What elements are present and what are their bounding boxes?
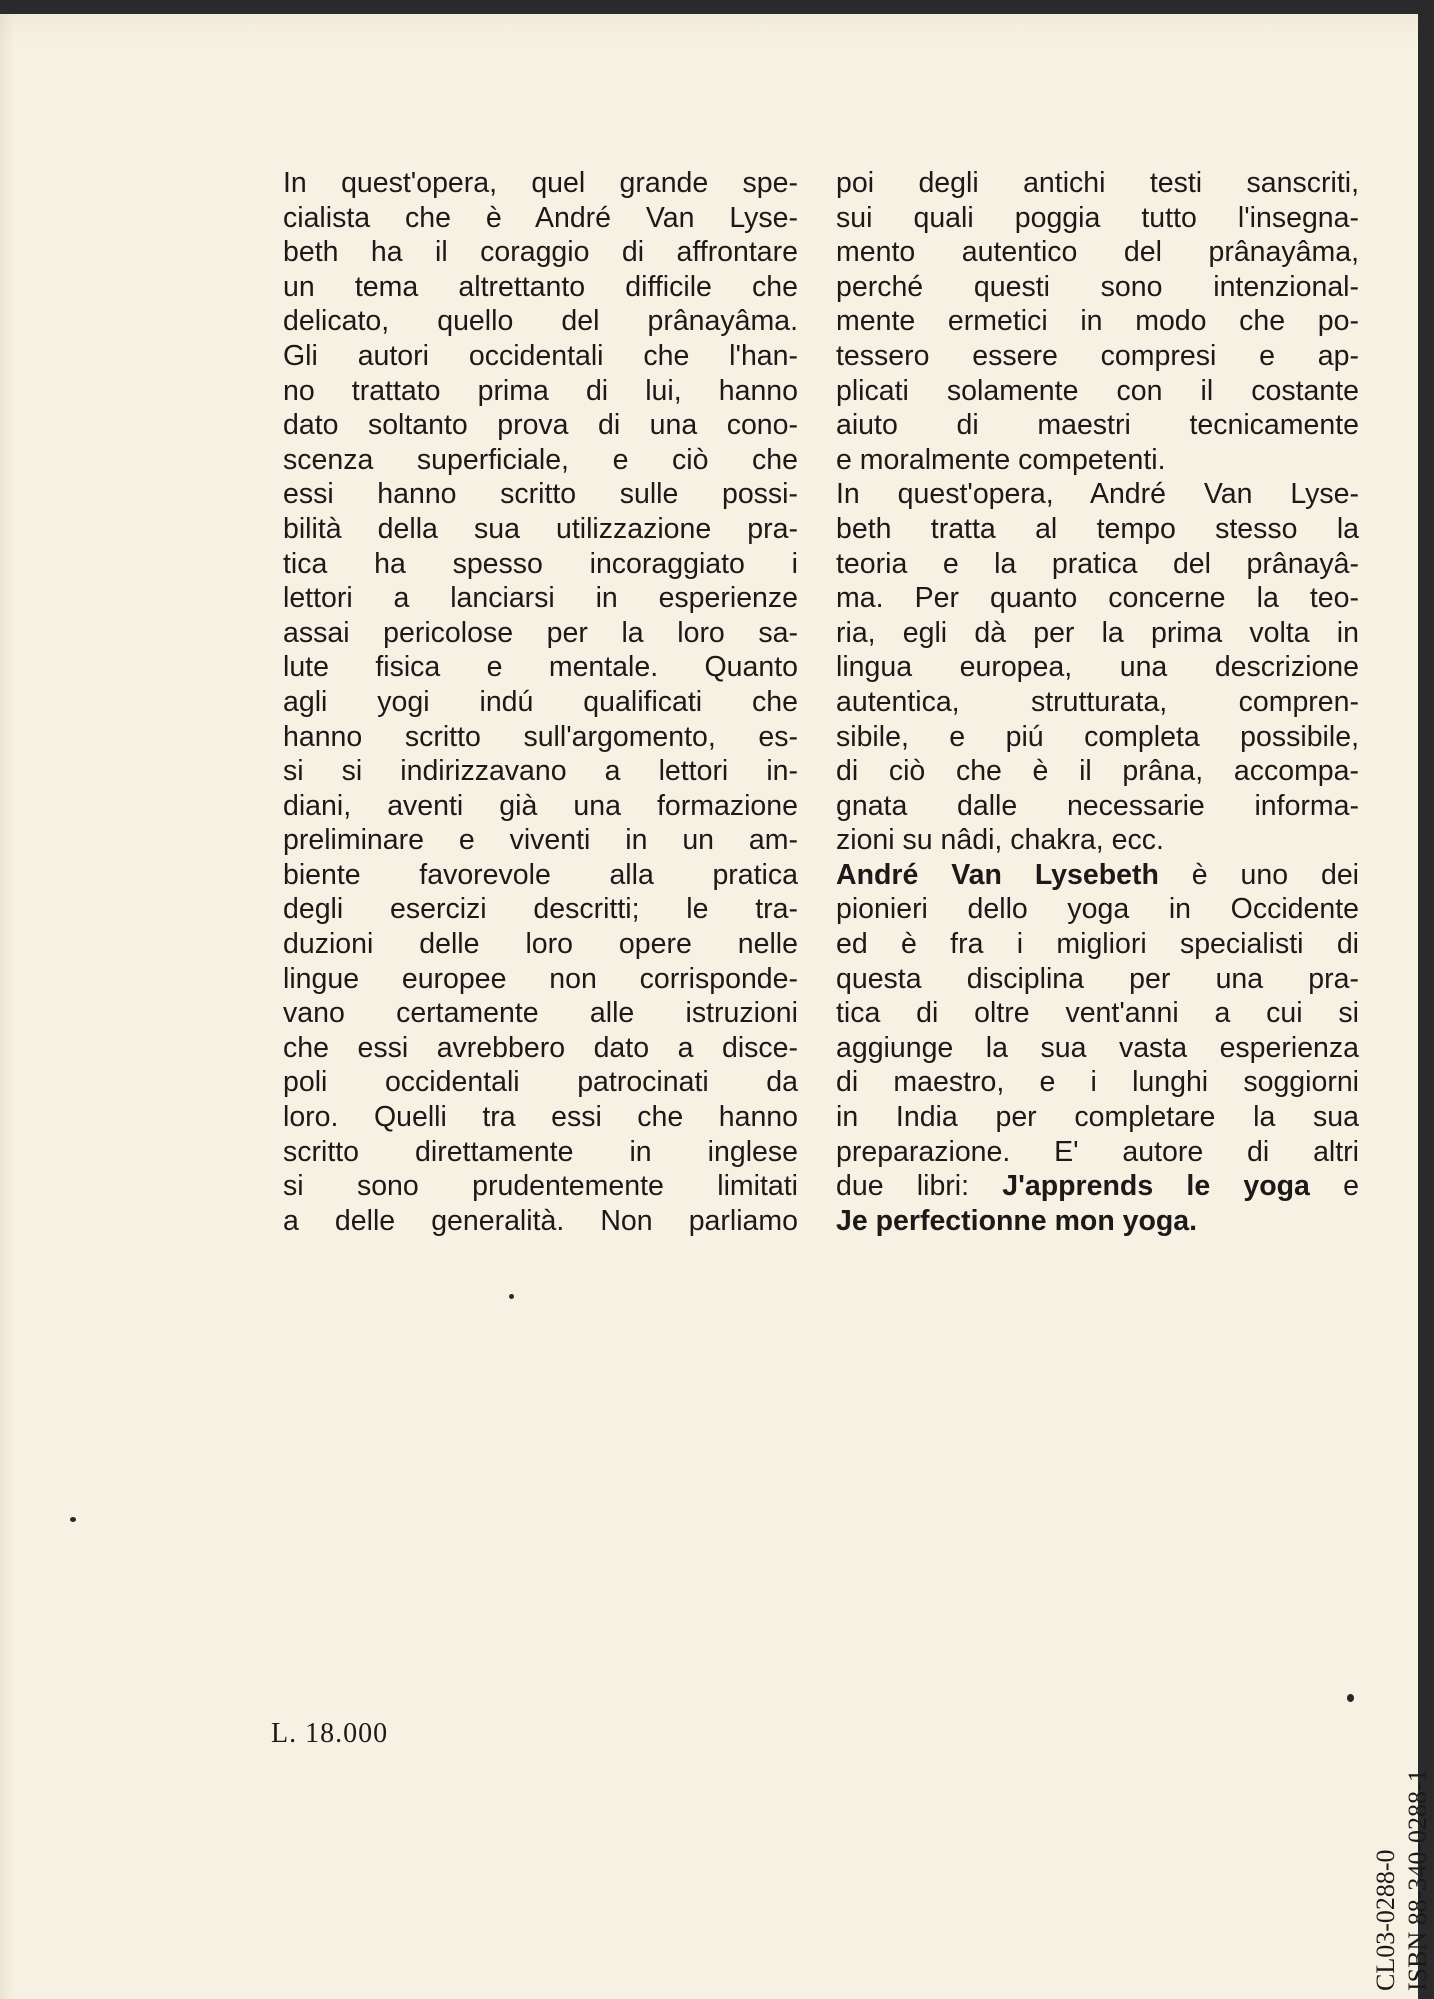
book-title-2: Je perfectionne mon yoga.	[836, 1204, 1198, 1237]
text-line: di ciò che è il prâna, accompa-	[836, 755, 1359, 788]
text-line: ed è fra i migliori specialisti di	[836, 928, 1359, 961]
book-title-1: J'apprends le yoga	[1002, 1170, 1310, 1203]
text-line: lettori a lanciarsi in esperienze	[283, 582, 798, 615]
text-line: dato soltanto prova di una cono-	[283, 409, 798, 442]
text-line: questa disciplina per una pra-	[836, 962, 1359, 995]
text-line: hanno scritto sull'argomento, es-	[283, 720, 798, 753]
text-line: preliminare e viventi in un am-	[283, 824, 798, 857]
text-line: poli occidentali patrocinati da	[283, 1066, 798, 1099]
text-line: Gli autori occidentali che l'han-	[283, 339, 798, 372]
paper-speck	[509, 1294, 514, 1299]
text-line: In quest'opera, quel grande spe-	[283, 167, 798, 199]
description-left-column	[283, 166, 798, 1238]
text-line: loro. Quelli tra essi che hanno	[283, 1101, 798, 1134]
paper-speck	[70, 1517, 76, 1522]
text-line: si si indirizzavano a lettori in-	[283, 755, 798, 788]
text-line: si sono prudentemente limitati	[283, 1170, 798, 1203]
text-line: lingua europea, una descrizione	[836, 651, 1359, 684]
author-bio	[836, 858, 1359, 1239]
books-line-2	[836, 1204, 1359, 1239]
text-line: biente favorevole alla pratica	[283, 858, 798, 891]
text-line: beth tratta al tempo stesso la	[836, 512, 1359, 545]
text-line: ria, egli dà per la prima volta in	[836, 616, 1359, 649]
text-line: perché questi sono intenzional-	[836, 270, 1359, 303]
text-line: aggiunge la sua vasta esperienza	[836, 1031, 1359, 1064]
text-line: In quest'opera, André Van Lyse-	[836, 478, 1359, 511]
text-line: gnata dalle necessarie informa-	[836, 789, 1359, 822]
books-line	[836, 1169, 1359, 1204]
books-prefix: due libri:	[836, 1170, 1003, 1203]
text-line: essi hanno scritto sulle possi-	[283, 478, 798, 511]
text-line: poi degli antichi testi sanscriti,	[836, 167, 1359, 199]
text-line: di maestro, e i lunghi soggiorni	[836, 1066, 1359, 1099]
isbn-block	[1370, 1769, 1434, 1991]
text-line: bilità della sua utilizzazione pra-	[283, 512, 798, 545]
text-line: un tema altrettanto difficile che	[283, 270, 798, 303]
text-line: beth ha il coraggio di affrontare	[283, 236, 798, 269]
text-line: scritto direttamente in inglese	[283, 1135, 798, 1168]
text-line: degli esercizi descritti; le tra-	[283, 893, 798, 926]
text-line: no trattato prima di lui, hanno	[283, 374, 798, 407]
text-line: autentica, strutturata, compren-	[836, 685, 1359, 718]
text-line: che essi avrebbero dato a disce-	[283, 1031, 798, 1064]
text-line: in India per completare la sua	[836, 1101, 1359, 1134]
isbn-number: ISBN 88-340-0288-1	[1403, 1769, 1432, 1991]
text-line: mente ermetici in modo che po-	[836, 305, 1359, 338]
text-line: aiuto di maestri tecnicamente	[836, 409, 1359, 442]
text-line: tica di oltre vent'anni a cui si	[836, 997, 1359, 1030]
text-line: sibile, e piú completa possibile,	[836, 720, 1359, 753]
text-line: plicati solamente con il costante	[836, 374, 1359, 407]
text-line: lute fisica e mentale. Quanto	[283, 651, 798, 684]
bio-text: è uno dei	[1158, 858, 1359, 891]
text-line: vano certamente alle istruzioni	[283, 997, 798, 1030]
text-line: agli yogi indú qualificati che	[283, 685, 798, 718]
book-back-cover	[0, 14, 1432, 1999]
text-line: assai pericolose per la loro sa-	[283, 616, 798, 649]
text-line: e moralmente competenti.	[836, 443, 1166, 476]
text-line: a delle generalità. Non parliamo	[283, 1204, 798, 1237]
paper-speck	[1347, 1694, 1354, 1702]
text-line: tessero essere compresi e ap-	[836, 339, 1359, 372]
description-right-column	[836, 166, 1359, 1238]
text-line: lingue europee non corrisponde-	[283, 962, 798, 995]
text-line: preparazione. E' autore di altri	[836, 1135, 1359, 1168]
text-line: diani, aventi già una formazione	[283, 789, 798, 822]
bio-first-line	[836, 858, 1359, 893]
text-line: ma. Per quanto concerne la teo-	[836, 582, 1359, 615]
text-line: teoria e la pratica del prânayâ-	[836, 547, 1359, 580]
text-line: zioni su nâdi, chakra, ecc.	[836, 824, 1164, 857]
author-name: André Van Lysebeth	[836, 858, 1159, 891]
text-line: delicato, quello del prânayâma.	[283, 305, 798, 338]
text-line: duzioni delle loro opere nelle	[283, 928, 798, 961]
text-line: pionieri dello yoga in Occidente	[836, 893, 1359, 926]
price-label: L. 18.000	[271, 1718, 389, 1749]
text-line: scenza superficiale, e ciò che	[283, 443, 798, 476]
catalog-code: CL03-0288-0	[1371, 1849, 1400, 1991]
books-conjunction: e	[1309, 1170, 1359, 1203]
text-line: mento autentico del prânayâma,	[836, 236, 1359, 269]
text-line: sui quali poggia tutto l'insegna-	[836, 201, 1359, 234]
text-line: tica ha spesso incoraggiato i	[283, 547, 798, 580]
text-line: cialista che è André Van Lyse-	[283, 201, 798, 234]
